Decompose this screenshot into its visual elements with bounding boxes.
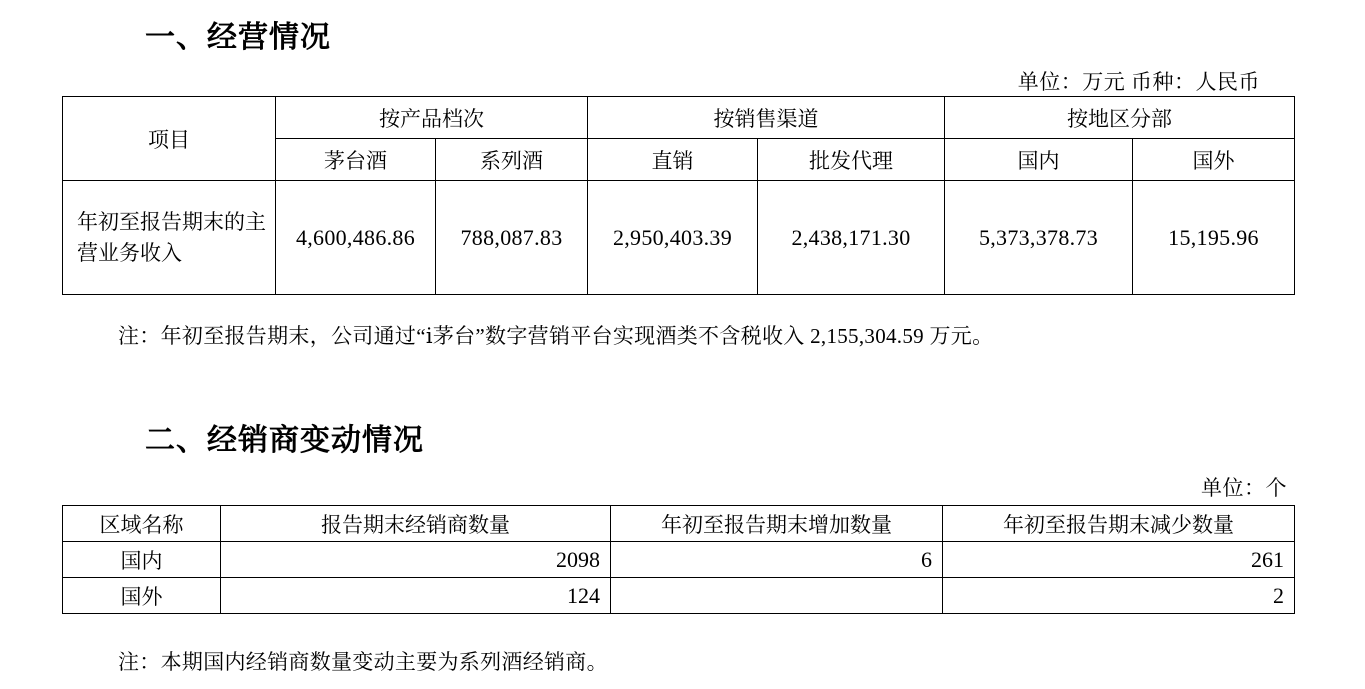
- cell-overseas-count: 124: [221, 578, 611, 614]
- cell-overseas-decrease: 2: [943, 578, 1295, 614]
- cell-domestic-income: 5,373,378.73: [945, 181, 1133, 295]
- header-region: 区域名称: [63, 506, 221, 542]
- dealer-change-table: [62, 505, 1295, 614]
- header-dealer-decrease: 年初至报告期末减少数量: [943, 506, 1295, 542]
- row-label-main-business-income: 年初至报告期末的主营业务收入: [63, 181, 276, 295]
- header-group-region: 按地区分部: [945, 97, 1295, 139]
- table-header-row: [63, 97, 1295, 139]
- header-dealer-count: 报告期末经销商数量: [221, 506, 611, 542]
- cell-series-income: 788,087.83: [436, 181, 588, 295]
- cell-overseas-increase: [611, 578, 943, 614]
- table-row: [63, 578, 1295, 614]
- table-row: [63, 542, 1295, 578]
- cell-region-domestic: 国内: [63, 542, 221, 578]
- header-dealer-increase: 年初至报告期末增加数量: [611, 506, 943, 542]
- section-heading-operating: 一、经营情况: [145, 21, 331, 54]
- cell-region-overseas: 国外: [63, 578, 221, 614]
- table-row: [63, 181, 1295, 295]
- subheader-maotai: 茅台酒: [276, 139, 436, 181]
- header-group-channel: 按销售渠道: [588, 97, 945, 139]
- unit-note-operating: 单位：万元 币种：人民币: [1017, 70, 1260, 94]
- cell-maotai-income: 4,600,486.86: [276, 181, 436, 295]
- note-dealers: 注：本期国内经销商数量变动主要为系列酒经销商。: [118, 650, 608, 674]
- cell-wholesale-income: 2,438,171.30: [758, 181, 945, 295]
- unit-note-dealers: 单位：个: [1201, 476, 1287, 500]
- cell-domestic-count: 2098: [221, 542, 611, 578]
- header-item: 项目: [63, 97, 276, 181]
- subheader-series: 系列酒: [436, 139, 588, 181]
- note-operating: 注：年初至报告期末，公司通过“ⅰ茅台”数字营销平台实现酒类不含税收入 2,155,304.59 万元。: [118, 324, 994, 348]
- section-heading-dealers: 二、经销商变动情况: [145, 424, 424, 457]
- cell-direct-income: 2,950,403.39: [588, 181, 758, 295]
- table-header-row: [63, 506, 1295, 542]
- operating-income-table: [62, 96, 1295, 295]
- cell-overseas-income: 15,195.96: [1133, 181, 1295, 295]
- cell-domestic-increase: 6: [611, 542, 943, 578]
- subheader-wholesale: 批发代理: [758, 139, 945, 181]
- header-group-product: 按产品档次: [276, 97, 588, 139]
- cell-domestic-decrease: 261: [943, 542, 1295, 578]
- subheader-overseas: 国外: [1133, 139, 1295, 181]
- subheader-direct: 直销: [588, 139, 758, 181]
- subheader-domestic: 国内: [945, 139, 1133, 181]
